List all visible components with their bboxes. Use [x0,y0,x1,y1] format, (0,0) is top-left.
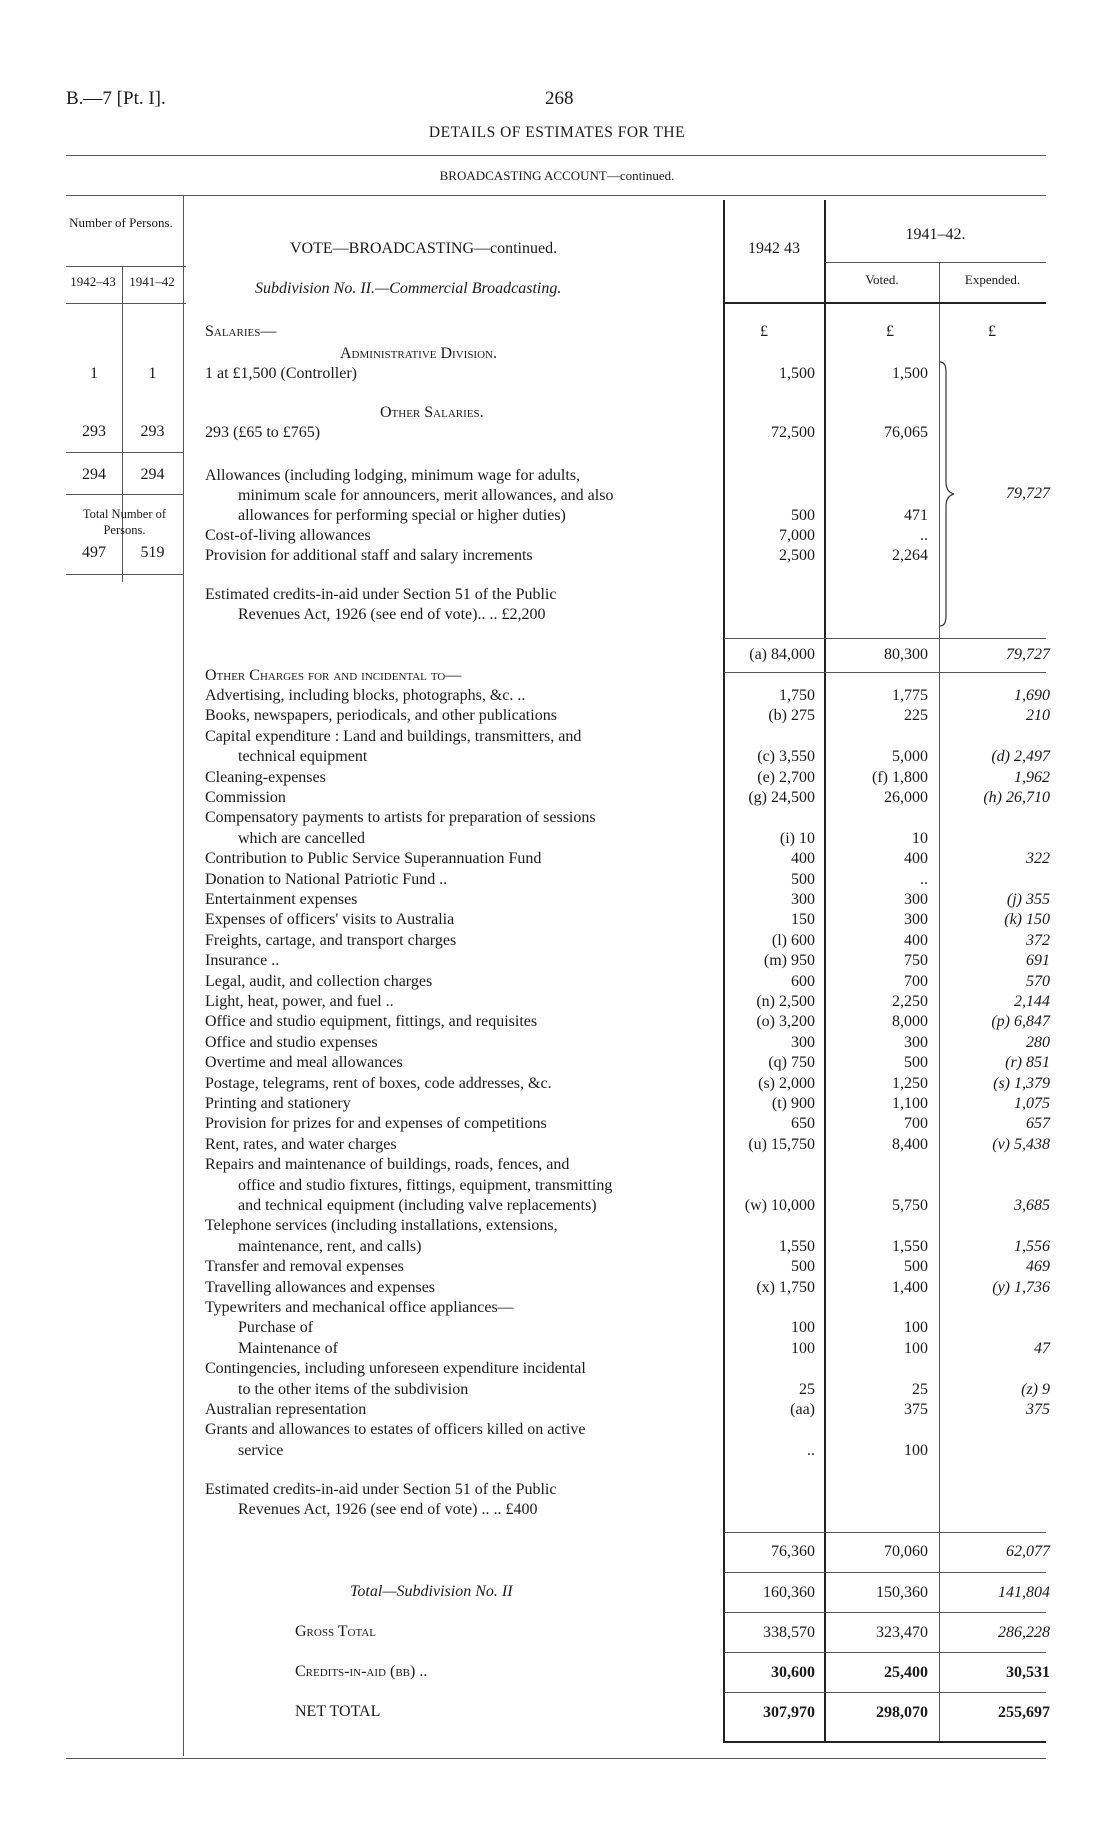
admin-heading: Administrative Division. [340,345,497,362]
col-4243: 7,000 [779,527,815,544]
persons-all-4142: 519 [140,544,165,561]
persons-total-label: Total Number of Persons. [82,507,167,537]
credits-in-aid-4243: 30,600 [771,1664,815,1681]
charge-expended: 2,144 [1014,993,1050,1010]
persons-header: Number of Persons. [69,215,173,230]
charge-expended: 3,685 [1014,1197,1050,1214]
charge-4243: (q) 750 [768,1054,815,1072]
rule [724,1741,1046,1743]
salaries-subtotal-4243: (a) 84,000 [749,646,815,663]
page-number: 268 [545,88,574,109]
charge-voted: 1,550 [892,1237,928,1255]
net-total-4243: 307,970 [763,1704,815,1721]
rule [724,1652,1046,1653]
charge-voted: 8,000 [892,1013,928,1031]
charge-voted: 100 [904,1441,928,1459]
credits-line-2: Revenues Act, 1926 (see end of vote).. .. £2,200 [238,606,546,623]
total-subdivision-4243: 160,360 [763,1584,815,1601]
charge-expended: 1,075 [1014,1095,1050,1112]
charge-label: Maintenance of [238,1339,338,1357]
charge-4243: 500 [791,1258,815,1276]
salaries-subtotal-voted: 80,300 [884,646,928,663]
rule [825,262,1046,263]
other-4243: 72,500 [771,424,815,441]
persons-other-4142: 293 [140,423,165,440]
charge-voted: 25 [912,1380,928,1398]
charge-4243: 150 [791,911,815,929]
rule [183,196,184,1756]
rule [66,266,186,267]
charge-label: maintenance, rent, and calls) [238,1237,422,1255]
charge-label: office and studio fixtures, fittings, equipment, transmitting [238,1176,613,1194]
total-subdivision-voted: 150,360 [876,1584,928,1601]
charge-label: Rent, rates, and water charges [205,1135,397,1153]
provision-4243: 2,500 [779,547,815,564]
persons-total-4142: 294 [140,466,165,483]
charge-4243: (s) 2,000 [758,1074,815,1092]
charge-4243: 600 [791,972,815,990]
charge-label: Office and studio equipment, fittings, and requisites [205,1013,538,1031]
total-subdivision-expended: 141,804 [998,1584,1050,1601]
charge-label: Printing and stationery [205,1095,351,1112]
charge-label: Commission [205,789,286,806]
charge-expended: 372 [1026,931,1050,949]
col-expended: Expended. [964,272,1021,287]
charge-label: Office and studio expenses [205,1033,378,1051]
currency-voted: £ [886,323,894,340]
rule [66,1758,1046,1759]
charge-4243: 300 [791,1033,815,1051]
charge-4243: (l) 600 [771,931,815,949]
provision-line: Provision for additional staff and salary increments [205,547,533,564]
charge-expended: 570 [1026,972,1050,990]
charge-label: Expenses of officers' visits to Australia [205,911,455,929]
charge-voted: 375 [904,1401,928,1418]
charge-label: Provision for prizes for and expenses of competitions [205,1115,547,1133]
charge-expended: (y) 1,736 [992,1278,1050,1296]
charge-expended: (j) 355 [1006,891,1050,908]
charge-expended: 1,690 [1014,687,1050,704]
other-salaries-heading: Other Salaries. [380,404,484,421]
charge-voted: 1,100 [892,1095,928,1112]
charge-label: Australian representation [205,1401,367,1418]
controller-line: 1 at £1,500 (Controller) [205,365,357,382]
charge-4243: (u) 15,750 [748,1135,815,1153]
charge-expended: 469 [1026,1258,1050,1276]
charge-label: and technical equipment (including valve replacements) [238,1197,597,1214]
subdivision-title: Subdivision No. II.—Commercial Broadcasting. [255,280,562,297]
charge-label: Cleaning-expenses [205,768,326,786]
gross-total-label: Gross Total [295,1623,377,1640]
charge-voted: (f) 1,800 [872,768,928,786]
col-voted: Voted. [865,272,899,287]
persons-all-4243: 497 [82,544,106,561]
charge-voted: 500 [904,1258,928,1276]
charge-expended: (v) 5,438 [992,1135,1050,1153]
credits2-line-1: Estimated credits-in-aid under Section 51 of the Public [205,1481,557,1498]
charge-label: Transfer and removal expenses [205,1258,404,1276]
controller-4243: 1,500 [779,365,815,382]
charge-label: Compensatory payments to artists for preparation of sessions [205,809,596,827]
persons-controller-4243: 1 [90,365,98,382]
credits2-line-2: Revenues Act, 1926 (see end of vote) .. .. £400 [238,1501,538,1518]
charge-4243: (x) 1,750 [756,1278,815,1296]
charge-label: Donation to National Patriotic Fund .. [205,870,448,888]
charge-4243: 1,550 [779,1237,815,1255]
charge-label: Purchase of [238,1319,314,1337]
col-4142: 1941–42. [905,226,966,243]
allowances-4243: 500 [791,507,815,524]
rule [66,303,186,304]
charge-label: Travelling allowances and expenses [205,1278,436,1296]
charge-4243: 300 [791,891,815,908]
other-total-expended: 62,077 [1006,1543,1050,1560]
rule [66,494,183,495]
charge-label: Grants and allowances to estates of officers killed on active [205,1421,586,1439]
other-charges-heading: Other Charges for and incidental to— [205,667,462,684]
charge-voted: .. [920,870,928,888]
charge-voted: 225 [904,707,928,725]
rule [824,200,826,1743]
charge-label: Contribution to Public Service Superannuation Fund [205,850,542,868]
charge-4243: (t) 900 [771,1095,815,1112]
charge-4243: (w) 10,000 [744,1197,815,1214]
charge-expended: (h) 26,710 [983,789,1050,806]
account-title: BROADCASTING ACCOUNT—continued. [439,168,675,183]
gross-total-expended: 286,228 [998,1624,1050,1641]
charge-expended: 657 [1026,1115,1050,1133]
charge-expended: (d) 2,497 [991,748,1050,766]
rule [66,155,1046,156]
charge-4243: (n) 2,500 [756,993,815,1010]
charge-4243: 500 [791,870,815,888]
charge-label: Postage, telegrams, rent of boxes, code addresses, &c. [205,1074,552,1092]
rule [724,1692,1046,1693]
charge-4243: (o) 3,200 [756,1013,815,1031]
rule [66,195,1046,196]
credits-line-1: Estimated credits-in-aid under Section 51 of the Public [205,586,557,603]
charge-voted: 300 [904,891,928,908]
col-allowances-line: Cost-of-living allowances [205,527,371,544]
charge-expended: (z) 9 [1021,1380,1050,1398]
persons-other-4243: 293 [82,423,106,440]
charge-voted: 1,400 [892,1278,928,1296]
charge-4243: (m) 950 [763,952,815,970]
charge-voted: 300 [904,911,928,929]
charge-voted: 400 [904,931,928,949]
allowances-line-3: allowances for performing special or higher duties) [238,507,566,524]
charge-expended: (p) 6,847 [991,1013,1050,1031]
rule [724,302,1046,304]
charge-voted: 2,250 [892,993,928,1010]
charge-4243: (i) 10 [779,829,815,847]
charge-label: Typewriters and mechanical office appliances— [205,1299,514,1316]
charge-voted: 5,000 [892,748,928,766]
gross-total-voted: 323,470 [876,1624,928,1641]
charge-4243: (e) 2,700 [757,768,815,786]
charge-voted: 100 [904,1339,928,1357]
rule [724,1532,1046,1533]
rule [66,574,183,575]
salaries-heading: Salaries— [205,323,277,340]
charge-voted: 5,750 [892,1197,928,1214]
persons-total-4243: 294 [82,466,106,483]
charge-4243: 100 [791,1339,815,1357]
other-total-4243: 76,360 [771,1543,815,1560]
charge-label: Capital expenditure : Land and buildings, transmitters, and [205,727,582,745]
rule [724,1612,1046,1613]
charge-voted: 400 [904,850,928,868]
charge-expended: 280 [1026,1033,1050,1051]
provision-voted: 2,264 [892,547,928,564]
charge-label: Repairs and maintenance of buildings, roads, fences, and [205,1156,570,1174]
charge-expended: 322 [1026,850,1050,868]
persons-col-4243: 1942–43 [70,274,116,289]
charge-label: Advertising, including blocks, photographs, &c. .. [205,687,526,704]
charge-label: to the other items of the subdivision [238,1380,469,1398]
charge-label: Telephone services (including installations, extensions, [205,1217,558,1235]
total-subdivision-label: Total—Subdivision No. II [350,1583,513,1600]
charge-4243: (aa) [790,1401,815,1418]
charge-expended: 1,556 [1014,1237,1050,1255]
charge-label: Insurance .. [205,952,280,970]
charge-expended: 691 [1026,952,1050,970]
allowances-line-2: minimum scale for announcers, merit allowances, and also [238,487,614,504]
charge-expended: 210 [1026,707,1050,725]
charge-label: service [238,1441,284,1459]
vote-title: VOTE—BROADCASTING—continued. [290,240,558,257]
charge-voted: 300 [904,1033,928,1051]
persons-controller-4142: 1 [148,365,157,382]
charge-4243: 400 [791,850,815,868]
rule [724,1572,1046,1573]
other-salaries-line: 293 (£65 to £765) [205,424,321,441]
charge-4243: 100 [791,1319,815,1337]
other-total-voted: 70,060 [884,1543,928,1560]
col-voted: .. [920,527,928,544]
charge-label: which are cancelled [238,829,366,847]
charge-label: Entertainment expenses [205,891,358,908]
allowances-voted: 471 [904,507,928,524]
charge-expended: 47 [1034,1339,1050,1357]
charge-voted: 8,400 [892,1135,928,1153]
charge-4243: (g) 24,500 [748,789,815,806]
bracket-total: 79,727 [1006,485,1050,502]
rule [66,452,183,453]
charge-4243: 25 [799,1380,815,1398]
charge-label: technical equipment [238,748,368,766]
charge-label: Freights, cartage, and transport charges [205,931,457,949]
charge-4243: (b) 275 [768,707,815,725]
net-total-label: NET TOTAL [295,1703,381,1720]
charge-4243: 650 [791,1115,815,1133]
controller-voted: 1,500 [892,365,928,382]
rule [724,638,1046,639]
charge-expended: 375 [1026,1401,1050,1418]
charge-voted: 10 [912,829,928,847]
charge-voted: 1,250 [892,1074,928,1092]
document-reference: B.—7 [Pt. I]. [66,88,166,109]
charge-expended: 1,962 [1014,768,1050,786]
charge-voted: 700 [904,972,928,990]
charge-label: Contingencies, including unforeseen expenditure incidental [205,1360,586,1378]
currency-4243: £ [760,323,768,340]
persons-col-4142: 1941–42 [129,274,175,289]
credits-in-aid-expended: 30,531 [1006,1664,1050,1681]
charge-voted: 100 [904,1319,928,1337]
rule [724,672,1046,673]
charge-voted: 1,775 [892,687,928,704]
charge-expended: (s) 1,379 [993,1074,1050,1092]
col-4243: 1942 43 [748,240,800,257]
charge-label: Books, newspapers, periodicals, and other publications [205,707,557,725]
charge-voted: 750 [904,952,928,970]
currency-expended: £ [988,323,996,340]
credits-in-aid-label: Credits-in-aid (bb) .. [295,1663,428,1680]
page-title: DETAILS OF ESTIMATES FOR THE [428,124,686,141]
charge-expended: (r) 851 [1005,1054,1050,1072]
salaries-subtotal-expended: 79,727 [1006,646,1050,663]
other-voted: 76,065 [884,424,928,441]
charge-label: Overtime and meal allowances [205,1054,403,1072]
charge-voted: 500 [904,1054,928,1072]
net-total-expended: 255,697 [998,1704,1050,1721]
net-total-voted: 298,070 [876,1704,928,1721]
charge-4243: (c) 3,550 [757,748,815,766]
charge-expended: (k) 150 [1004,911,1050,929]
charge-label: Legal, audit, and collection charges [205,972,433,990]
gross-total-4243: 338,570 [763,1624,815,1641]
allowances-line-1: Allowances (including lodging, minimum wage for adults, [205,467,581,484]
charge-label: Light, heat, power, and fuel .. [205,993,394,1010]
charge-voted: 26,000 [884,789,928,806]
charge-voted: 700 [904,1115,928,1133]
charge-4243: 1,750 [779,687,815,704]
credits-in-aid-voted: 25,400 [884,1664,928,1681]
charge-4243: .. [807,1441,815,1459]
